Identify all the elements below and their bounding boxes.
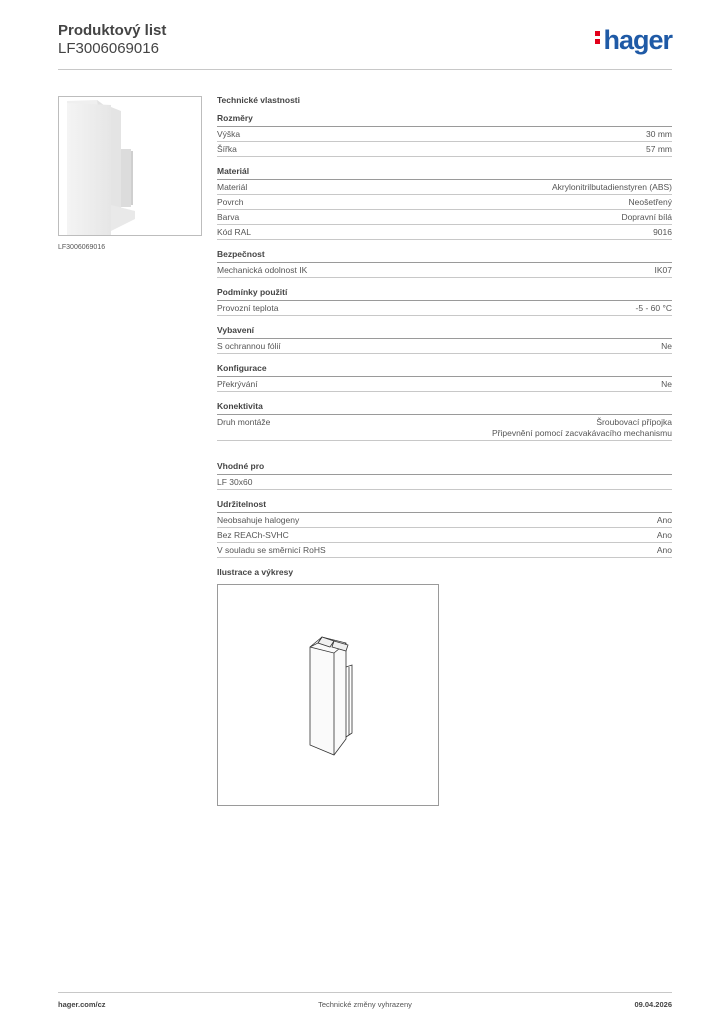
property-row — [217, 377, 672, 392]
property-value — [657, 515, 672, 526]
property-value-line: 9016 — [653, 227, 672, 237]
property-row — [217, 339, 672, 354]
property-value — [621, 212, 672, 223]
property-row — [217, 543, 672, 558]
section-title: Technické vlastnosti — [217, 95, 300, 105]
footer-notice: Technické změny vyhrazeny — [318, 1000, 412, 1009]
property-row — [217, 180, 672, 195]
property-value-line: Ano — [656, 515, 672, 525]
property-row — [217, 195, 672, 210]
technical-properties — [217, 95, 672, 806]
end-cap-line-drawing-icon — [218, 585, 438, 805]
property-group — [217, 325, 672, 354]
product-image-panel — [58, 96, 202, 251]
group-title: Podmínky použití — [217, 287, 672, 301]
property-label: LF 30x60 — [217, 477, 253, 487]
group-title: Udržitelnost — [217, 499, 672, 513]
property-label: Mechanická odolnost IK — [217, 265, 308, 275]
property-label: Materiál — [217, 182, 248, 192]
property-label: Neobsahuje halogeny — [217, 515, 300, 525]
property-groups — [217, 113, 672, 558]
property-value-line: 30 mm — [646, 129, 672, 139]
property-label: Druh montáže — [217, 417, 271, 427]
property-label: Bez REACh-SVHC — [217, 530, 289, 540]
property-value — [657, 530, 672, 541]
property-value — [646, 129, 672, 140]
group-title: Materiál — [217, 166, 672, 180]
property-value — [653, 227, 672, 238]
property-row — [217, 210, 672, 225]
property-group — [217, 363, 672, 392]
property-group — [217, 401, 672, 441]
property-value-line: Připevnění pomocí zacvakávacího mechanismu — [491, 428, 672, 438]
product-photo-caption: LF3006069016 — [58, 244, 106, 251]
property-label: Kód RAL — [217, 227, 252, 237]
property-value — [661, 379, 672, 390]
logo-mark-icon — [595, 28, 600, 47]
property-value-line: Ne — [661, 379, 672, 389]
property-row — [217, 263, 672, 278]
property-group — [217, 461, 672, 490]
hager-logo[interactable] — [595, 25, 672, 55]
property-group — [217, 499, 672, 558]
group-title: Vybavení — [217, 325, 672, 339]
product-code: LF3006069016 — [58, 40, 159, 57]
footer-date: 09.04.2026 — [634, 1000, 672, 1009]
logo-text: hager — [603, 25, 672, 55]
property-label: Barva — [217, 212, 240, 222]
property-value-line: Akrylonitrilbutadienstyren (ABS) — [552, 182, 672, 192]
property-value-line: 57 mm — [646, 144, 672, 154]
property-label: V souladu se směrnicí RoHS — [217, 545, 326, 555]
property-group — [217, 287, 672, 316]
group-title: Konektivita — [217, 401, 672, 415]
property-value-line: IK07 — [654, 265, 672, 275]
property-row — [217, 475, 672, 490]
property-value-line: Ne — [661, 341, 672, 351]
property-row — [217, 127, 672, 142]
property-label: Překrývání — [217, 379, 258, 389]
property-value-line: Ano — [656, 545, 672, 555]
group-title: Bezpečnost — [217, 249, 672, 263]
property-value-line: Šroubovací přípojka — [596, 417, 672, 427]
property-row — [217, 513, 672, 528]
footer-website-link[interactable]: hager.com/cz — [58, 1000, 106, 1009]
property-value-line: -5 - 60 °C — [635, 303, 672, 313]
property-value — [657, 545, 672, 556]
property-label: Povrch — [217, 197, 244, 207]
property-value — [655, 265, 673, 276]
property-value — [661, 341, 672, 352]
page-footer — [58, 992, 672, 1018]
property-label: Provozní teplota — [217, 303, 279, 313]
group-title: Vhodné pro — [217, 461, 672, 475]
drawings-title: Ilustrace a výkresy — [217, 567, 294, 577]
property-label: S ochrannou fólií — [217, 341, 281, 351]
property-value-line: Neošetřený — [628, 197, 672, 207]
property-value-line: Dopravní bílá — [621, 212, 672, 222]
product-photo-frame — [58, 96, 202, 236]
property-group — [217, 166, 672, 240]
property-value — [492, 417, 672, 439]
property-value — [552, 182, 672, 193]
group-title: Konfigurace — [217, 363, 672, 377]
page-header — [58, 22, 672, 70]
property-row — [217, 142, 672, 157]
property-row — [217, 528, 672, 543]
property-value — [636, 303, 672, 314]
property-value — [646, 144, 672, 155]
property-label: Šířka — [217, 144, 237, 154]
property-label: Výška — [217, 129, 241, 139]
property-group — [217, 113, 672, 157]
end-cap-product-photo-icon — [59, 97, 201, 235]
drawing-frame — [217, 584, 439, 806]
property-value-line: Ano — [656, 530, 672, 540]
group-title: Rozměry — [217, 113, 672, 127]
property-value — [629, 197, 672, 208]
property-group — [217, 249, 672, 278]
document-title: Produktový list — [58, 22, 167, 39]
property-row — [217, 301, 672, 316]
property-row — [217, 225, 672, 240]
property-row — [217, 415, 672, 441]
